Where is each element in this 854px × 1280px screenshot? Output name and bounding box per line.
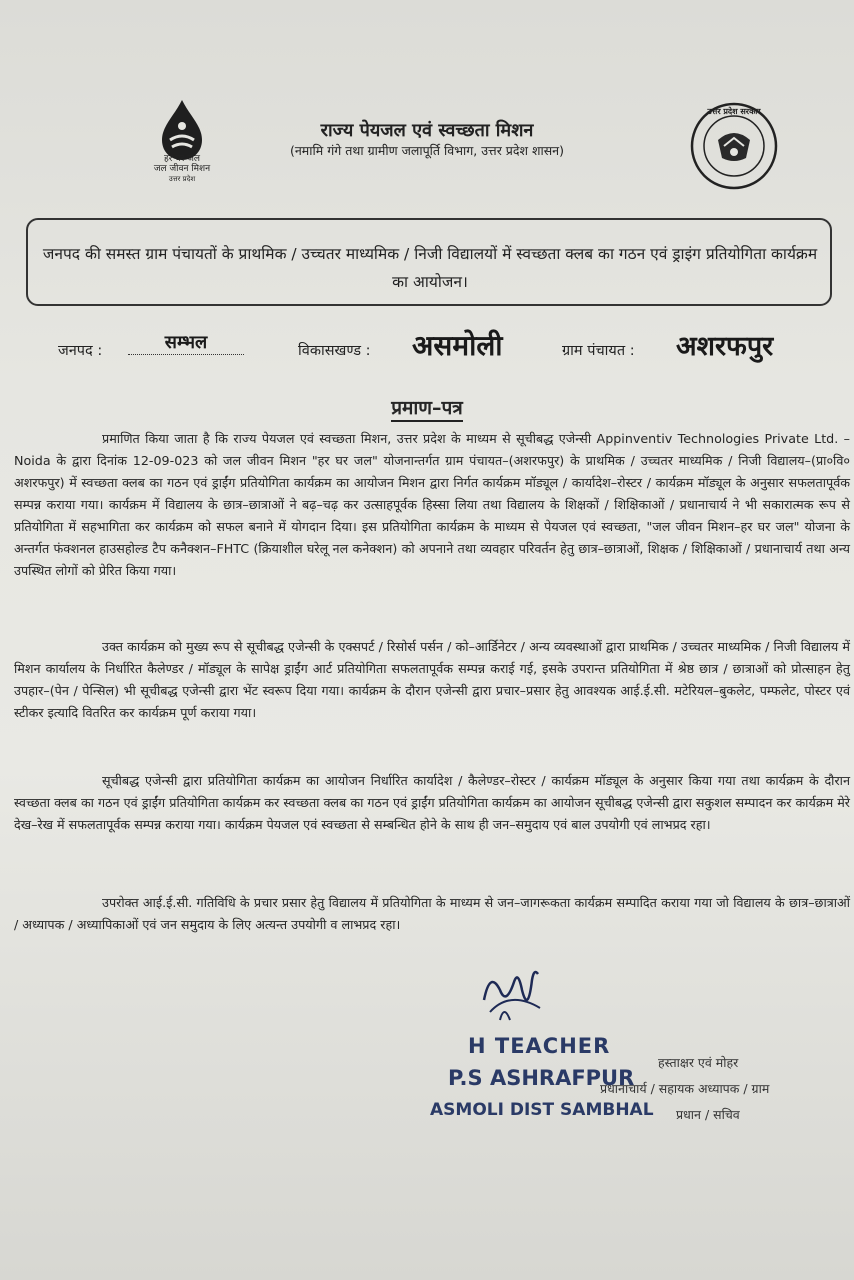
- org-title: राज्य पेयजल एवं स्वच्छता मिशन: [320, 120, 534, 141]
- signature-label-line-1: हस्ताक्षर एवं मोहर: [658, 1055, 739, 1070]
- paragraph-3: [14, 770, 850, 836]
- signature-label-line-2: प्रधानाचार्य / सहायक अध्यापक / ग्राम: [600, 1081, 770, 1096]
- paragraph-4: [14, 892, 850, 936]
- signature-label: [600, 1050, 840, 1128]
- district-value: सम्भल: [128, 330, 244, 355]
- signature-scribble: [470, 960, 550, 1030]
- up-government-seal: [688, 100, 780, 192]
- banner-text: जनपद की समस्त ग्राम पंचायतों के प्राथमिक / उच्चतर माध्यमिक / निजी विद्यालयों में स्वच्छता क्लब का गठन एवं ड्राइंग प्रतियोगिता कार्यक्रम का आयोजन।: [42, 245, 818, 291]
- district-label: जनपद :: [58, 343, 103, 359]
- certificate-heading-text: प्रमाण–पत्र: [391, 397, 463, 422]
- signature-icon: [470, 960, 550, 1030]
- paragraph-1: [14, 428, 850, 582]
- paragraph-2-text: उक्त कार्यक्रम को मुख्य रूप से सूचीबद्ध एजेन्सी के एक्सपर्ट / रिसोर्स पर्सन / को–आर्डिनेटर / अन्य व्यवस्थाओं द्वारा प्राथमिक / उच्चतर माध्यमिक / निजी विद्यालय में मिशन कार्यालय के निर्धारित कैलेण्डर / मॉड्यूल के सापेक्ष ड्राईंग आर्ट प्रतियोगिता सफलतापूर्वक सम्पन्न कराई गई, इसके उपरान्त प्रतियोगिता में श्रेष्ठ छात्र / छात्राओं को प्रोत्साहन हेतु उपहार–(पेन / पेन्सिल) भी सूचीबद्ध एजेन्सी द्वारा भेंट स्वरूप दिया गया। कार्यक्रम के दौरान एजेन्सी द्वारा प्रचार–प्रसार हेतु आवश्यक आई.ई.सी. मटेरियल–बुकलेट, पम्फलेट, पोस्टर एवं स्टीकर इत्यादि वितरित कर कार्यक्रम पूर्ण कराया गया।: [14, 639, 850, 720]
- paragraph-2: [14, 636, 850, 724]
- stamp-line-1: H TEACHER: [468, 1034, 611, 1058]
- panchayat-label: ग्राम पंचायत :: [562, 343, 635, 359]
- paragraph-3-text: सूचीबद्ध एजेन्सी द्वारा प्रतियोगिता कार्यक्रम का आयोजन निर्धारित कार्यादेश / कैलेण्डर–रोस्टर / कार्यक्रम मॉड्यूल के अनुसार किया गया तथा कार्यक्रम के दौरान स्वच्छता क्लब का गठन एवं ड्राईंग प्रतियोगिता कार्यक्रम कर स्वच्छता क्लब का गठन एवं ड्राईंग प्रतियोगिता कार्यक्रम का आयोजन सूचीबद्ध एजेन्सी द्वारा सकुशल सम्पादन कर कार्यक्रम मेरे देख–रेख में सफलतापूर्वक सम्पन्न कराया गया। कार्यक्रम पेयजल एवं स्वच्छता से सम्बन्धित होने के साथ ही जन–समुदाय एवं बाल उपयोगी एवं लाभप्रद रहा।: [14, 773, 850, 832]
- paragraph-1-text: प्रमाणित किया जाता है कि राज्य पेयजल एवं स्वच्छता मिशन, उत्तर प्रदेश के माध्यम से सूचीबद्ध एजेन्सी Appinventiv Technologies Private Ltd. – Noida के द्वारा दिनांक 12-09-023 को जल जीवन मिशन "हर घर जल" योजनान्तर्गत ग्राम पंचायत–(अशरफपुर) के प्राथमिक / उच्चतर माध्यमिक / निजी विद्यालय–(प्रा०वि० अशरफपुर) में स्वच्छता क्लब का गठन एवं ड्राईंग प्रतियोगिता कार्यक्रम का आयोजन मिशन द्वारा निर्गत कार्यक्रम मॉड्यूल / कार्यादेश–रोस्टर / कार्यक्रम मॉड्यूल के अनुसार सफलतापूर्वक सम्पन्न कराया गया। कार्यक्रम में विद्यालय के छात्र–छात्राओं ने बढ़–चढ़ कर उत्साहपूर्वक हिस्सा लिया तथा विद्यालय के शिक्षकों / शिक्षिकाओं / प्रधानाचार्य ने भी सकारात्मक रूप से प्रतियोगिता में सहभागिता कर कार्यक्रम को सफल बनाने में योगदान दिया। इस प्रतियोगिता कार्यक्रम के माध्यम से पेयजल एवं स्वच्छता, "जल जीवन मिशन–हर घर जल" योजना के अन्तर्गत फंक्शनल हाउसहोल्ड टैप कनैक्शन–FHTC (क्रियाशील घरेलू नल कनेक्शन) को अपनाने तथा व्यवहार परिवर्तन हेतु छात्र–छात्राओं, शिक्षक / शिक्षिकाओं / प्रधानाचार्य तथा अन्य उपस्थित लोगों को प्रेरित किया गया।: [14, 431, 851, 578]
- logo-line-3: उत्तर प्रदेश: [168, 175, 196, 183]
- seal-text: उत्तर प्रदेश सरकार: [707, 107, 761, 116]
- logo-line-1: हर घर जल: [164, 154, 200, 164]
- paragraph-4-text: उपरोक्त आई.ई.सी. गतिविधि के प्रचार प्रसार हेतु विद्यालय में प्रतियोगिता के माध्यम से जन–जागरूकता कार्यक्रम सम्पादित कराया गया जो विद्यालय के छात्र–छात्राओं / अध्यापक / अध्यापिकाओं एवं जन समुदाय के लिए अत्यन्त उपयोगी व लाभप्रद रहा।: [14, 895, 850, 932]
- stamp-line-2: P.S ASHRAFPUR: [448, 1066, 635, 1090]
- certificate-heading: [0, 394, 854, 420]
- org-subtitle: (नमामि गंगे तथा ग्रामीण जलापूर्ति विभाग, उत्तर प्रदेश शासन): [289, 143, 564, 158]
- signature-label-line-3: प्रधान / सचिव: [676, 1107, 740, 1122]
- stamp-line-3: ASMOLI DIST SAMBHAL: [430, 1100, 654, 1120]
- logo-line-2: जल जीवन मिशन: [153, 164, 211, 174]
- block-label: विकासखण्ड :: [298, 343, 371, 359]
- block-value: असमोली: [412, 329, 503, 362]
- panchayat-value: अशरफपुर: [676, 331, 774, 362]
